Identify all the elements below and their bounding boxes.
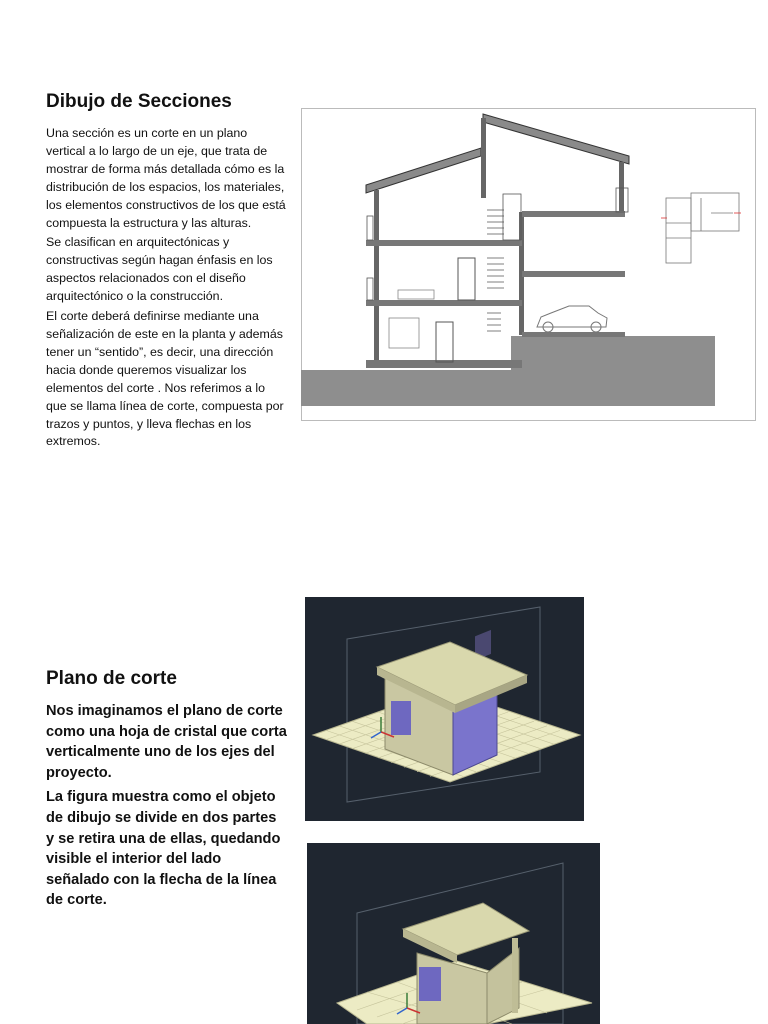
slab-garage-right	[522, 332, 625, 337]
left-exterior-wall	[374, 190, 379, 366]
section-cut-3d-figure	[307, 843, 600, 1024]
porch-panel	[391, 701, 411, 735]
section-title-dibujo-secciones: Dibujo de Secciones	[46, 91, 232, 112]
slab-level-2-left	[366, 240, 522, 246]
paragraph: La figura muestra como el objeto de dibujo se divide en dos partes y se retira una de ellas, quedando visible el interior del lado señalado con la flecha de la línea de corte.	[46, 789, 281, 909]
slab-ground-left	[366, 360, 522, 368]
central-wall	[481, 118, 486, 198]
slab-middle-right	[522, 271, 625, 277]
paragraph: Nos imaginamos el plano de corte como una hoja de cristal que corta verticalmente uno de los ejes del proyecto.	[46, 703, 287, 781]
section-body-plano-corte	[46, 701, 288, 915]
interior-panel	[419, 967, 441, 1001]
section-title-plano-corte: Plano de corte	[46, 668, 177, 689]
paragraph: Una sección es un corte en un plano vertical a lo largo de un eje, que trata de mostrar de forma más detallada cómo es la distribución de los espacios, los materiales, los elementos constructivos de los que está compuesta la estructura y las alturas.	[46, 126, 286, 230]
section-drawing-figure	[301, 108, 756, 421]
section-body-dibujo-secciones	[46, 125, 286, 453]
paragraph: El corte deberá definirse mediante una señalización de este en la planta y además tener un “sentido”, es decir, una dirección hacia donde queremos visualizar los elementos del corte . Nos referimos a lo que se llama línea de corte, compuesta por trazos y puntos, y lleva flechas en los extremos.	[46, 309, 284, 449]
slab-level-1-left	[366, 300, 522, 306]
cutting-plane-3d-figure	[305, 597, 584, 821]
column	[512, 938, 518, 1013]
paragraph: Se clasifican en arquitectónicas y constructivas según hagan énfasis en los aspectos relacionados con el diseño arquitectónico o la construcción.	[46, 235, 273, 304]
slab-upper-right	[522, 211, 625, 217]
right-upper-wall	[619, 162, 624, 216]
